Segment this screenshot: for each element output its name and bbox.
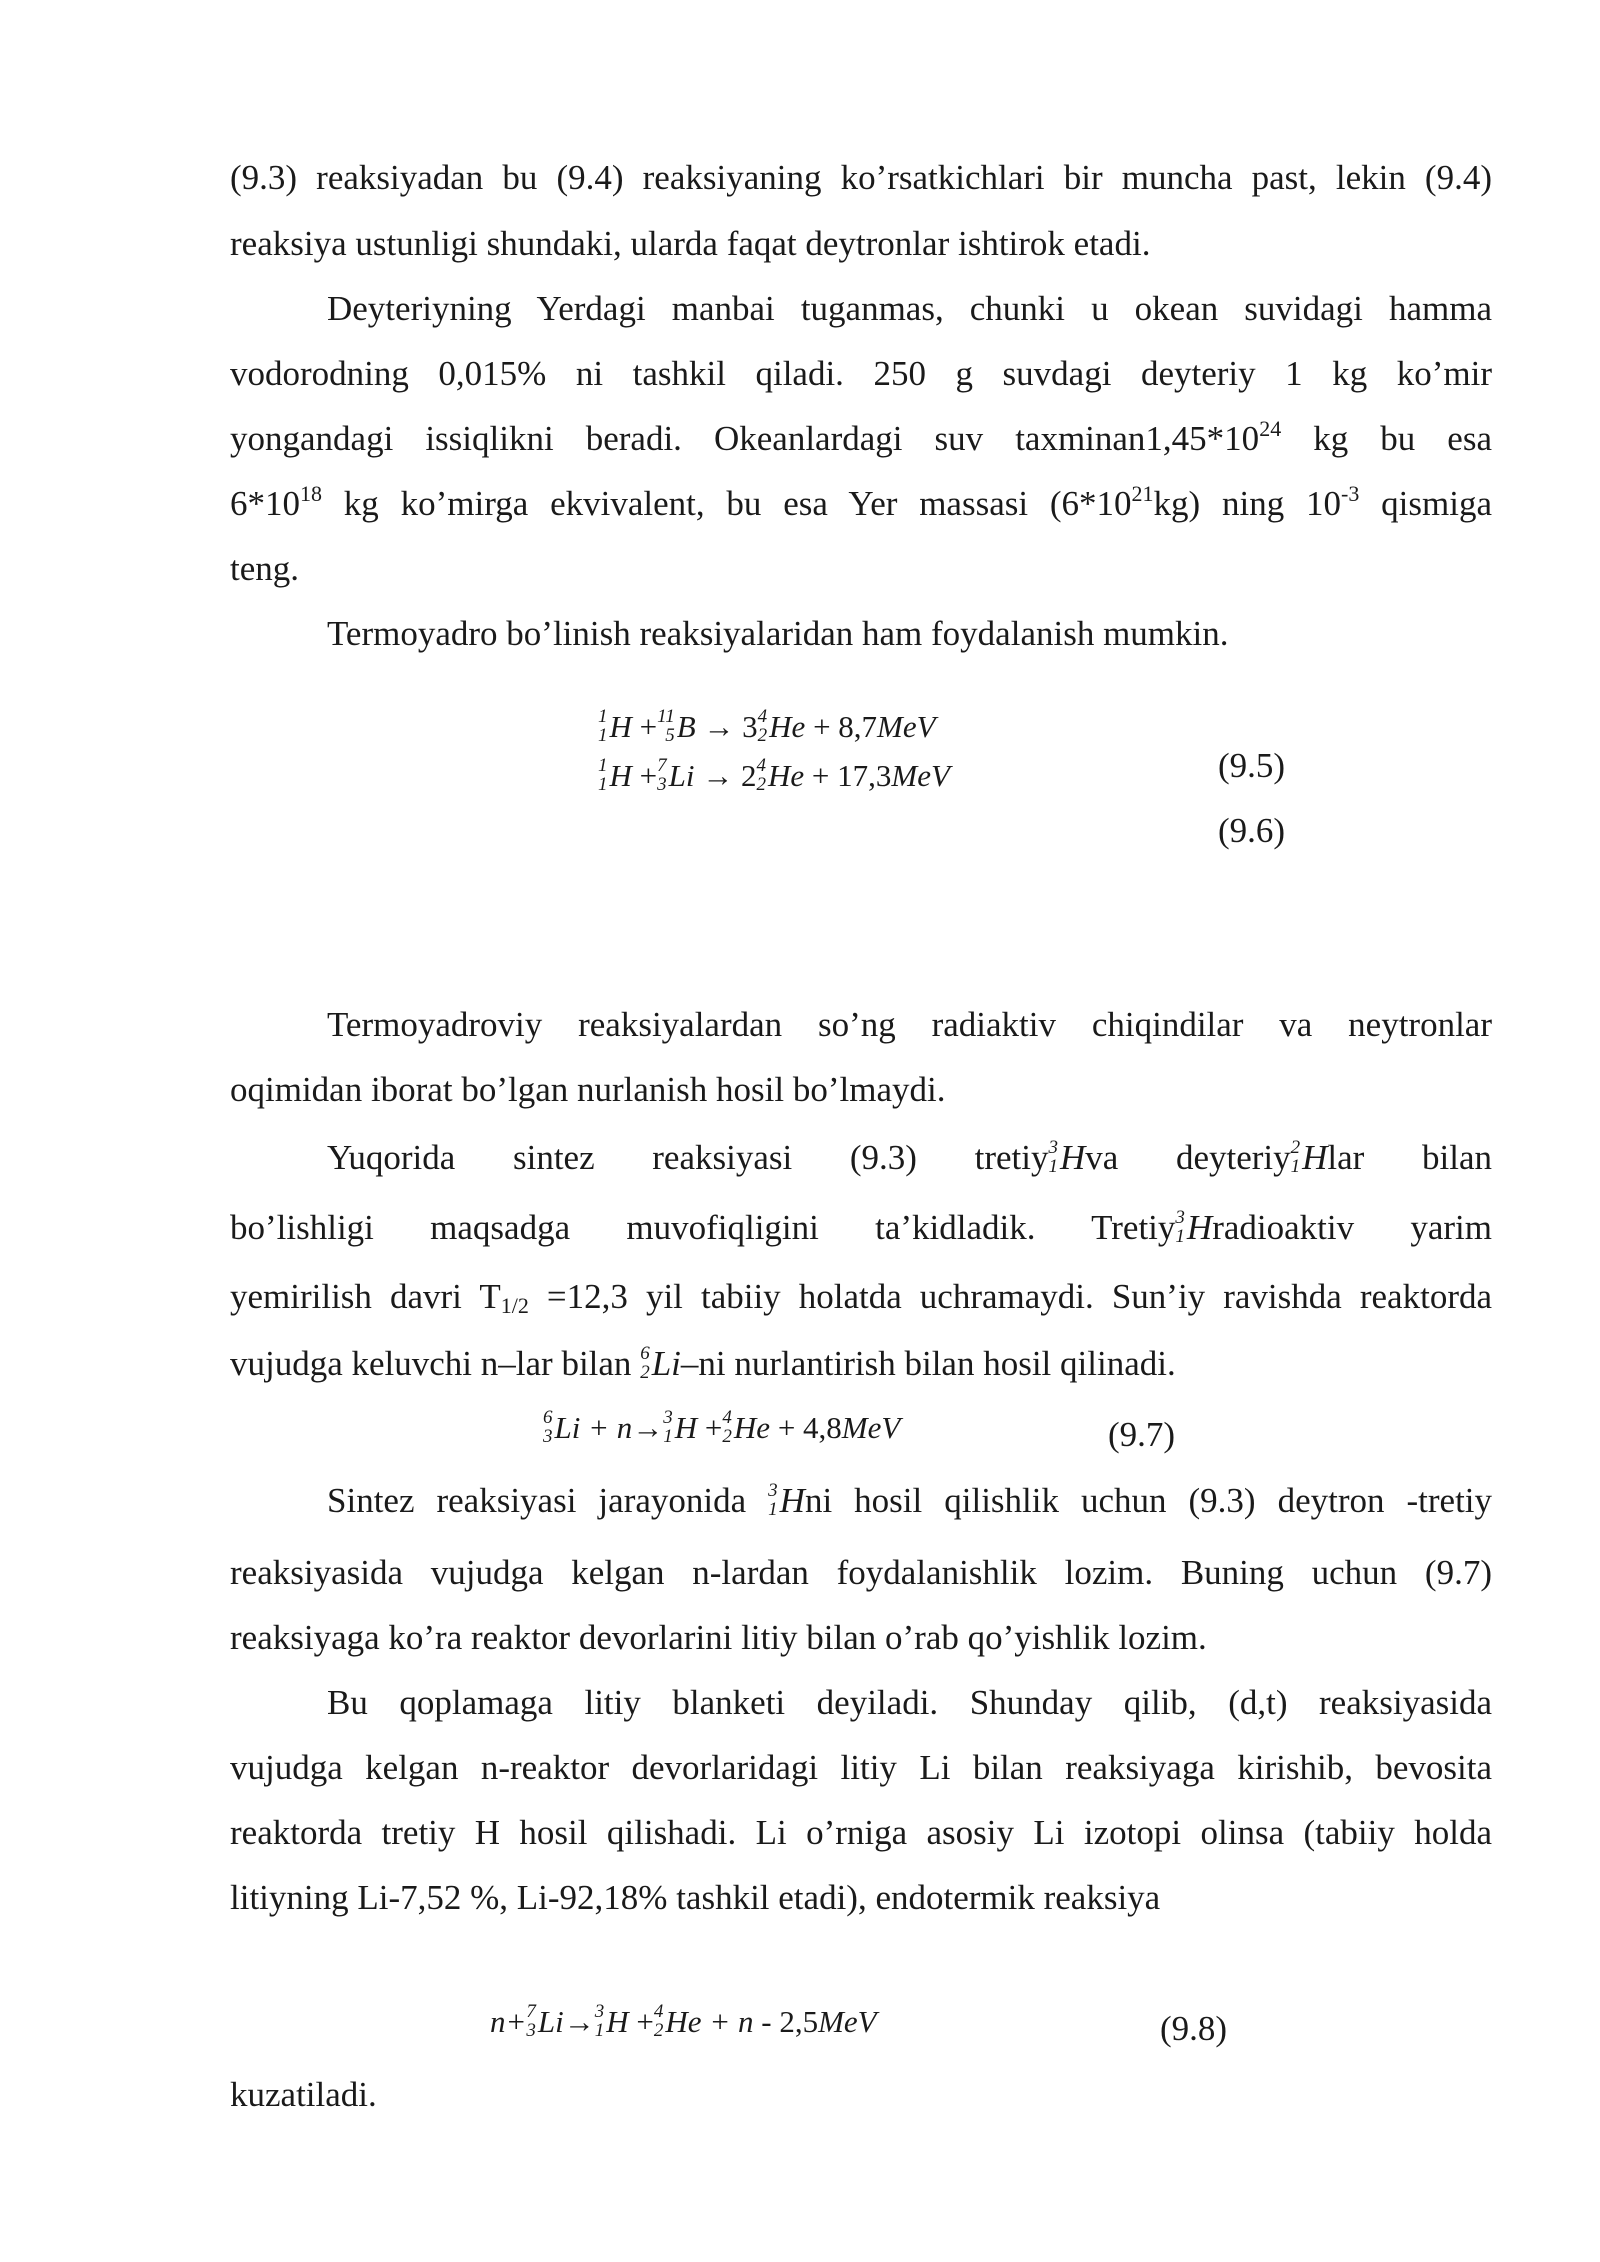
operator: + xyxy=(628,2004,654,2040)
text: qismiga xyxy=(1359,484,1492,523)
equation-label-9-6: (9.6) xyxy=(1218,811,1286,850)
text: kg bu esa xyxy=(1281,419,1492,458)
text: kg ko’mirga ekvivalent, bu esa Yer massasi (6*10 xyxy=(322,484,1132,523)
isotope-index: 7 3 xyxy=(526,2001,536,2041)
paragraph-6-line-1 xyxy=(327,1479,1493,1523)
nuclide: 3 1 H xyxy=(768,1479,805,1520)
nuclide: 3 1 H xyxy=(1048,1136,1086,1177)
paragraph-8: kuzatiladi. xyxy=(230,2075,377,2114)
symbol: B xyxy=(676,709,696,745)
symbol: He xyxy=(665,2004,702,2040)
energy-value: 2,5 xyxy=(771,2004,819,2040)
equation-9-7 xyxy=(543,1407,901,1450)
symbol: Li xyxy=(554,1410,581,1446)
text: yongandagi issiqlikni beradi. Okeanlardagi suv taxminan1,45*10 xyxy=(230,419,1260,458)
operator: + xyxy=(631,758,658,794)
isotope-index: 3 1 xyxy=(663,1407,673,1447)
text: lar bilan xyxy=(1327,1138,1492,1177)
paragraph-4-line-1: Termoyadroviy reaksiyalardan so’ng radiaktiv chiqindilar va neytronlar xyxy=(327,1005,1492,1044)
paragraph-6-line-3: reaksiyaga ko’ra reaktor devorlarini litiy bilan o’rab qo’yishlik lozim. xyxy=(230,1618,1207,1657)
nuclide: 6 2 Li xyxy=(640,1342,681,1383)
symbol: He xyxy=(733,1410,771,1446)
isotope-index: 11 5 xyxy=(657,706,675,746)
paragraph-7-line-3: reaktorda tretiy H hosil qilishadi. Li o’rniga asosiy Li izotopi olinsa (tabiiy holda xyxy=(230,1813,1492,1852)
operator: → xyxy=(563,2004,595,2040)
isotope-index: 6 3 xyxy=(543,1407,553,1447)
operator: + n→ xyxy=(580,1410,664,1446)
operator: + xyxy=(697,1410,723,1446)
nuclide: 2 1 H xyxy=(1290,1136,1328,1177)
paragraph-2-line-5: teng. xyxy=(230,549,300,588)
symbol: H xyxy=(609,709,632,745)
unit: MeV xyxy=(877,709,936,745)
superscript: 24 xyxy=(1259,416,1282,441)
paragraph-7-line-4: litiyning Li-7,52 %, Li-92,18% tashkil etadi), endotermik reaksiya xyxy=(230,1878,1161,1917)
operator: + xyxy=(631,709,658,745)
symbol: H xyxy=(674,1410,698,1446)
unit: MeV xyxy=(891,758,950,794)
operator: → 2 xyxy=(694,758,757,794)
isotope-index: 1 1 xyxy=(598,706,608,746)
symbol: Li xyxy=(537,2004,564,2040)
text: kg) ning 10 xyxy=(1153,484,1342,523)
equation-label-9-5: (9.5) xyxy=(1218,746,1286,785)
symbol: Li xyxy=(668,758,695,794)
equation-9-5 xyxy=(598,706,936,749)
equation-label-9-7: (9.7) xyxy=(1108,1415,1176,1454)
paragraph-5-line-2 xyxy=(230,1206,1492,1250)
operator: + n - xyxy=(701,2004,772,2040)
symbol: He xyxy=(769,709,806,745)
operator: → 3 xyxy=(695,709,758,745)
paragraph-2-line-4 xyxy=(230,481,1492,523)
superscript: -3 xyxy=(1341,481,1360,506)
paragraph-1-line-2: reaksiya ustunligi shundaki, ularda faqat deytronlar ishtirok etadi. xyxy=(230,224,1151,263)
paragraph-4-line-2: oqimidan iborat bo’lgan nurlanish hosil bo’lmaydi. xyxy=(230,1070,946,1109)
isotope-index: 4 2 xyxy=(757,706,768,746)
paragraph-7-line-2: vujudga kelgan n-reaktor devorlaridagi litiy Li bilan reaksiyaga kirishib, bevosita xyxy=(230,1748,1492,1787)
paragraph-3: Termoyadro bo’linish reaksiyalaridan ham foydalanish mumkin. xyxy=(327,614,1229,653)
paragraph-2-line-3 xyxy=(230,416,1492,458)
symbol: H xyxy=(606,2004,629,2040)
isotope-index: 1 1 xyxy=(598,755,608,795)
text: –ni nurlantirish bilan hosil qilinadi. xyxy=(680,1344,1176,1383)
text: Sintez reaksiyasi jarayonida xyxy=(327,1481,747,1520)
isotope-index: 4 2 xyxy=(653,2001,664,2041)
energy-value: + 17,3 xyxy=(804,758,892,794)
paragraph-5-line-3 xyxy=(230,1277,1493,1318)
paragraph-5-line-1 xyxy=(327,1136,1492,1180)
text: radioaktiv yarim xyxy=(1212,1208,1492,1247)
isotope-index: 4 2 xyxy=(722,1407,732,1447)
symbol: H xyxy=(609,758,632,794)
text: vujudga keluvchi n–lar bilan xyxy=(230,1344,632,1383)
nuclide: 3 1 H xyxy=(1175,1206,1213,1247)
text: Yuqorida sintez reaksiyasi (9.3) tretiy xyxy=(327,1138,1049,1177)
text: =12,3 yil tabiiy holatda uchramaydi. Sun’iy ravishda reaktorda xyxy=(528,1277,1493,1316)
symbol: He xyxy=(767,758,805,794)
paragraph-2-line-1: Deyteriyning Yerdagi manbai tuganmas, chunki u okean suvidagi hamma xyxy=(327,289,1492,328)
isotope-index: 4 2 xyxy=(756,755,766,795)
equation-9-8 xyxy=(490,2001,877,2044)
text: bo’lishligi maqsadga muvofiqligini ta’kidladik. Tretiy xyxy=(230,1208,1176,1247)
subscript: 1/2 xyxy=(500,1293,529,1318)
paragraph-1-line-1: (9.3) reaksiyadan bu (9.4) reaksiyaning ko’rsatkichlari bir muncha past, lekin (9.4) xyxy=(230,158,1492,197)
superscript: 18 xyxy=(300,481,322,506)
text: ni hosil qilishlik uchun (9.3) deytron -tretiy xyxy=(804,1481,1493,1520)
operator: n+ xyxy=(490,2004,527,2040)
energy-value: + 8,7 xyxy=(805,709,878,745)
isotope-index: 3 1 xyxy=(594,2001,605,2041)
paragraph-5-line-4 xyxy=(230,1342,1492,1386)
paragraph-6-line-2: reaksiyasida vujudga kelgan n-lardan foydalanishlik lozim. Buning uchun (9.7) xyxy=(230,1553,1492,1592)
paragraph-7-line-1: Bu qoplamaga litiy blanketi deyiladi. Shunday qilib, (d,t) reaksiyasida xyxy=(327,1683,1492,1722)
unit: MeV xyxy=(818,2004,877,2040)
text: 6*10 xyxy=(230,484,300,523)
text: va deyteriy xyxy=(1085,1138,1291,1177)
equation-label-9-8: (9.8) xyxy=(1160,2009,1228,2048)
isotope-index: 7 3 xyxy=(657,755,667,795)
energy-value: + 4,8 xyxy=(770,1410,842,1446)
paragraph-2-line-2: vodorodning 0,015% ni tashkil qiladi. 250 g suvdagi deyteriy 1 kg ko’mir xyxy=(230,354,1492,393)
text: yemirilish davri T xyxy=(230,1277,501,1316)
equation-9-6 xyxy=(598,755,950,798)
superscript: 21 xyxy=(1131,481,1154,506)
unit: MeV xyxy=(841,1410,901,1446)
